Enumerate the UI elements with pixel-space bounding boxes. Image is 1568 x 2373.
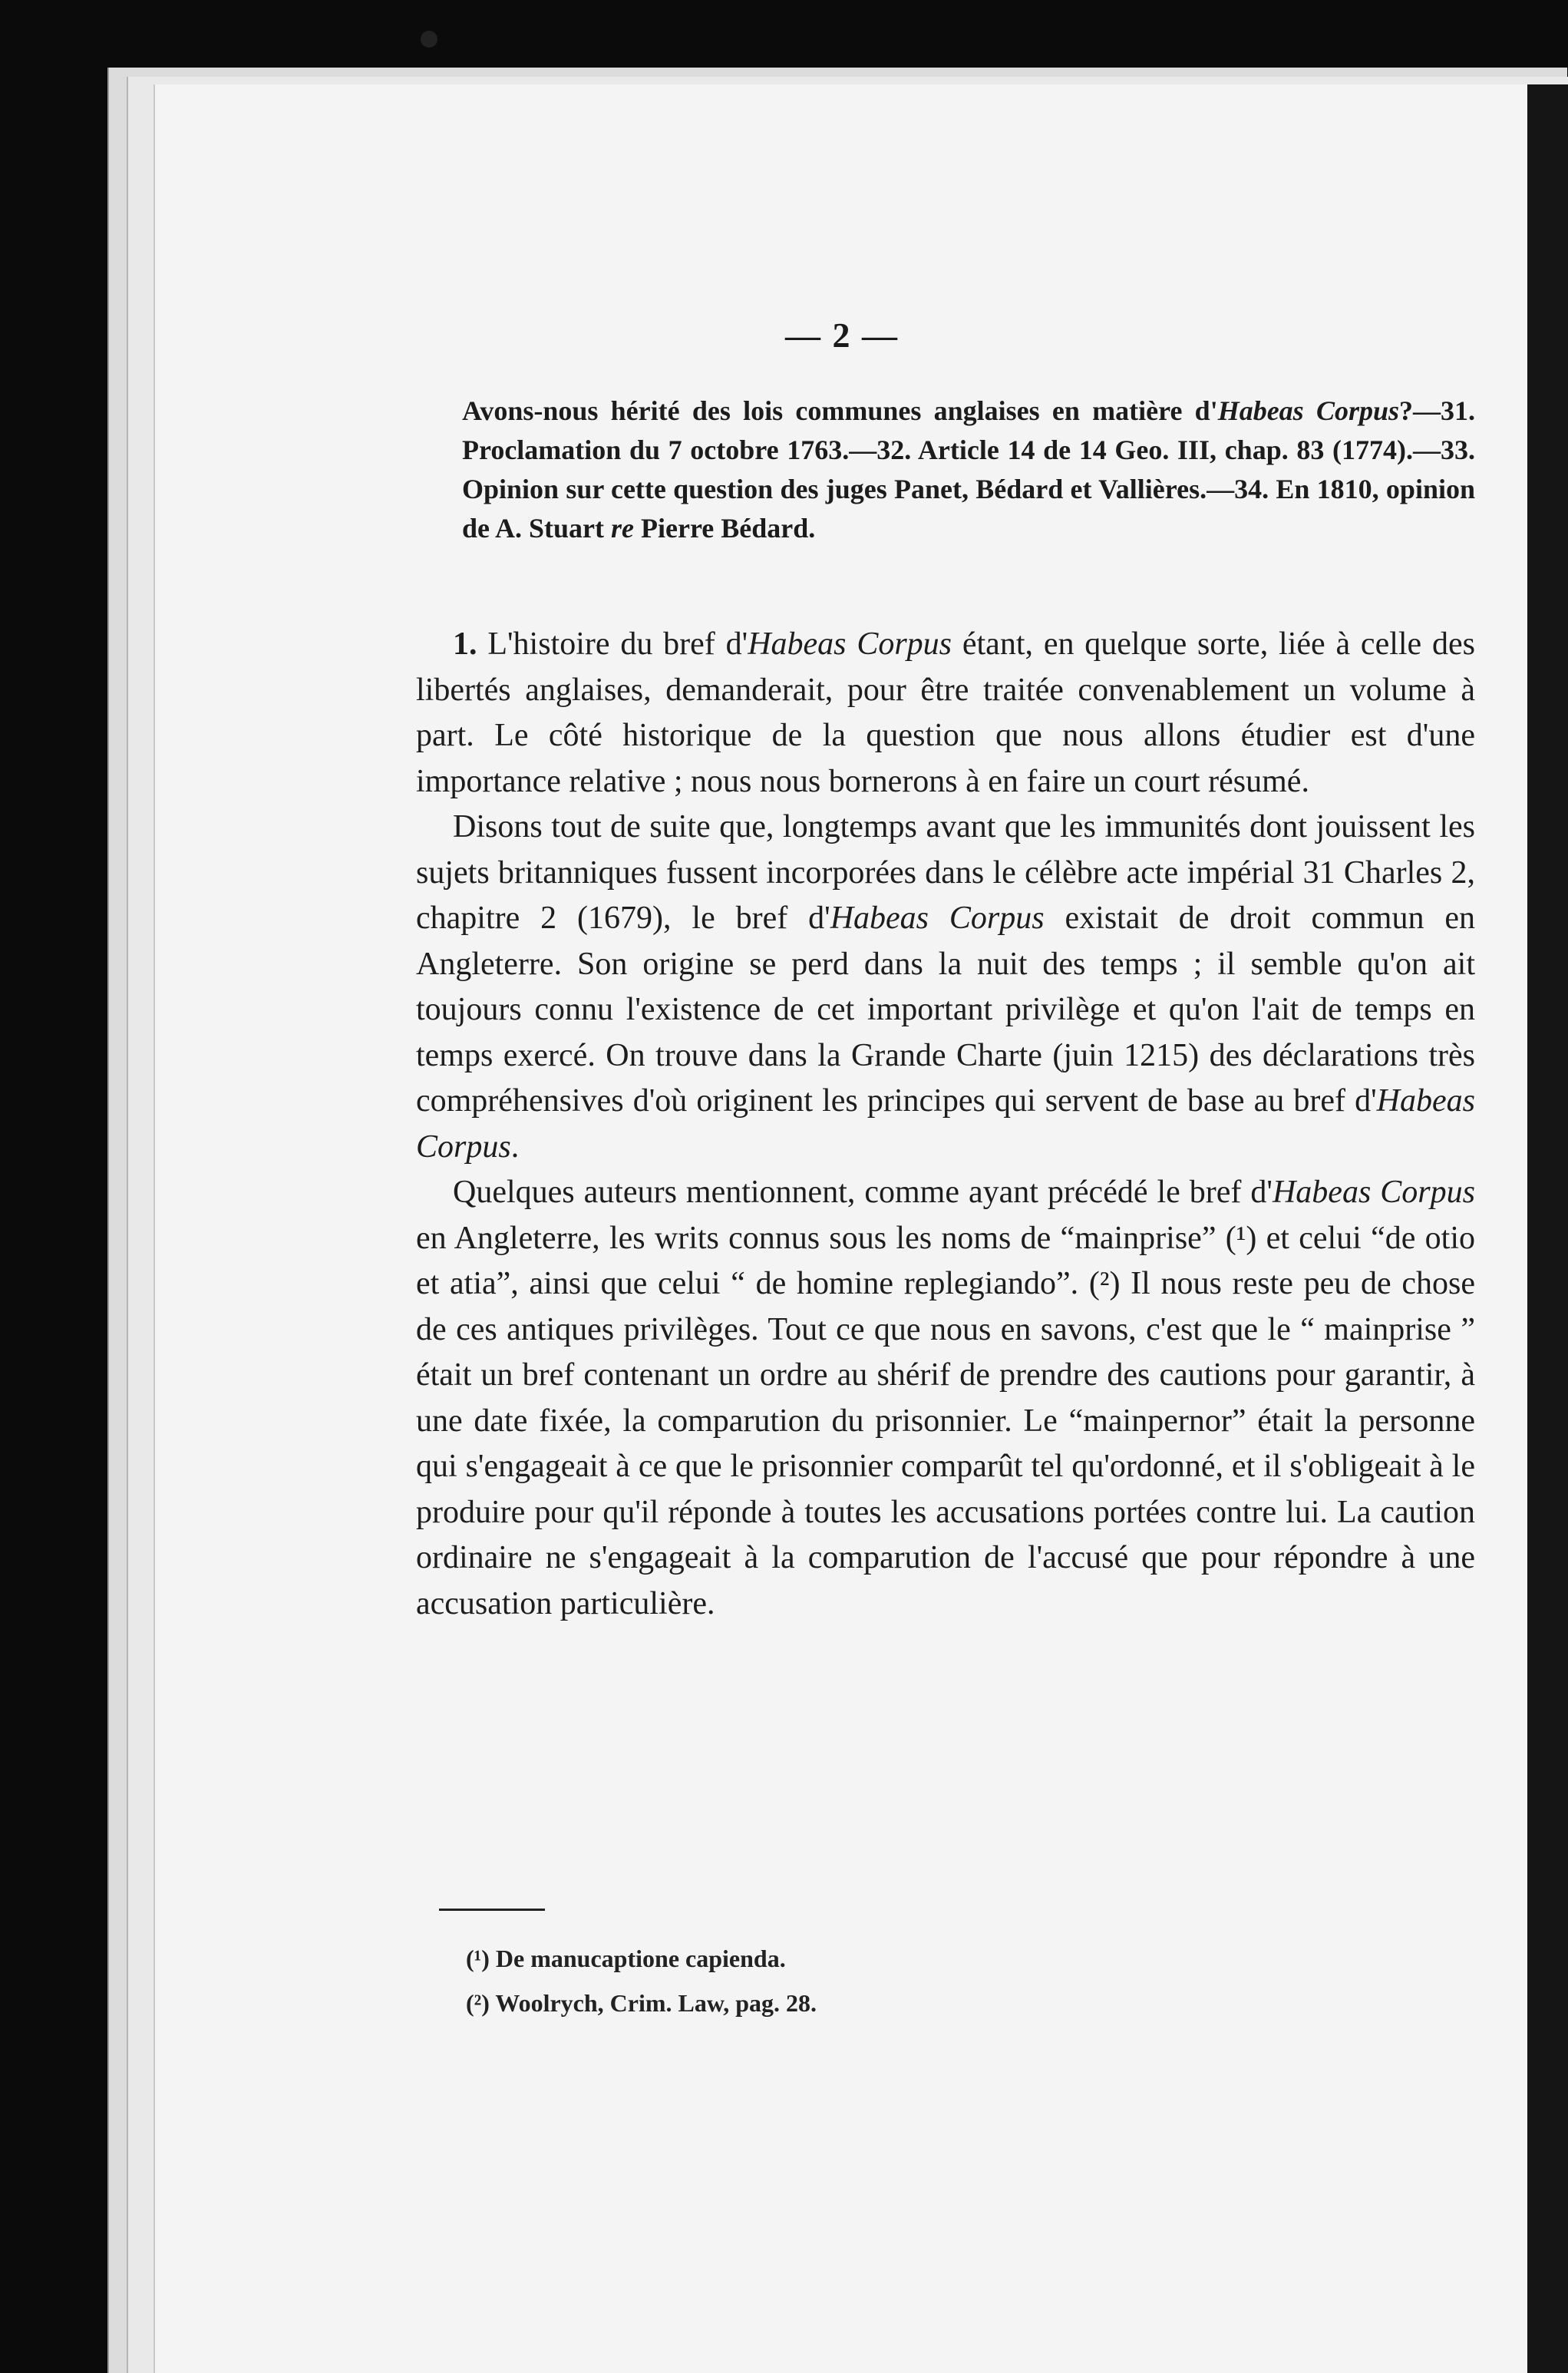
paragraph-text: existait de droit commun en Angleterre. Son origine se perd dans la nuit des temps ; il semble qu'on ait toujours connu l'existence de cet important privilège et qu'on l'ait de temps en temps exercé. On trouve dans la Grande Charte (juin 1215) des déclarations très compréhensives d'où originent les principes qui servent de base au bref d' <box>416 901 1475 1119</box>
paragraph-text: Quelques auteurs mentionnent, comme ayant précédé le bref d' <box>453 1175 1273 1210</box>
paragraph-text: Il nous reste peu de chose de ces antiques privilèges. Tout ce que nous en savons, c'est que le “ mainprise ” était un bref contenant un ordre au shérif de prendre des cautions pour garantir, à une date fixée, la comparution du prisonnier. Le “mainpernor” était la personne qui s'engageait à ce que le prisonnier comparût tel qu'ordonné, et il s'obligeait à le produire pour qu'il réponde à toutes les accusations portées contre lui. La caution ordinaire ne s'engageait à la comparution de l'accusé que pour répondre à une accusation particulière. <box>416 1266 1475 1621</box>
footnotes <box>466 1936 1387 2025</box>
chapter-summary <box>462 392 1475 548</box>
paragraph-italic: Habeas Corpus <box>1272 1175 1475 1210</box>
paragraph-text: étant, en quelque sorte, liée à celle des libertés anglaises, demanderait, pour être traitée convenablement un volume à part. Le côté historique de la question que nous allons étudier est d'une importance relative ; nous nous bornerons à en faire un court résumé. <box>416 626 1476 799</box>
paragraph-text: L'histoire du bref d' <box>477 626 748 662</box>
paragraph-text: . <box>510 1129 520 1165</box>
document-page <box>153 84 1529 2373</box>
paragraph-2 <box>416 805 1475 1170</box>
paragraph-text: Disons tout de suite que, longtemps avant que les immunités dont jouissent les sujets britanniques fussent incorporées dans le célèbre acte impérial 31 Charles 2, chapitre 2 (1679), le bref d' <box>416 809 1475 936</box>
footnote-ref-2[interactable]: (²) <box>1088 1266 1121 1301</box>
paragraph-italic: Habeas Corpus <box>416 1083 1475 1165</box>
summary-italic: Habeas Corpus <box>1217 395 1399 426</box>
footnote-divider <box>439 1909 545 1911</box>
paragraph-3 <box>416 1170 1475 1627</box>
scan-speck <box>421 31 437 48</box>
paragraph-text: en Angleterre, les writs connus sous les noms de “mainprise” <box>416 1220 1226 1256</box>
footnote-1: (¹) De manucaptione capienda. <box>466 1945 786 1972</box>
footnote-ref-1[interactable]: (¹) <box>1225 1220 1257 1256</box>
summary-italic: re <box>611 513 635 544</box>
summary-text: Pierre Bédard. <box>634 513 816 544</box>
paragraph-1 <box>416 622 1475 805</box>
footnote-2: (²) Woolrych, Crim. Law, pag. 28. <box>466 1989 817 2017</box>
paragraph-italic: Habeas Corpus <box>748 626 952 662</box>
summary-text: ?—31. Proclamation du 7 octobre 1763.—32. Article 14 de 14 Geo. III, chap. 83 (1774).—33. Opinion sur cette question des juges Panet, Bédard et Vallières.—34. En 1810, opinion de A. Stuart <box>462 395 1475 544</box>
paragraph-italic: Habeas Corpus <box>830 901 1045 936</box>
page-right-edge <box>1527 84 1568 2373</box>
body-text <box>416 622 1475 1627</box>
paragraph-number: 1. <box>453 626 477 662</box>
summary-text: Avons-nous hérité des lois communes anglaises en matière d' <box>462 395 1218 426</box>
page-number: — 2 — <box>785 316 899 355</box>
paragraph-text: et celui “de otio et atia”, ainsi que celui “ de homine replegiando”. <box>416 1220 1476 1301</box>
